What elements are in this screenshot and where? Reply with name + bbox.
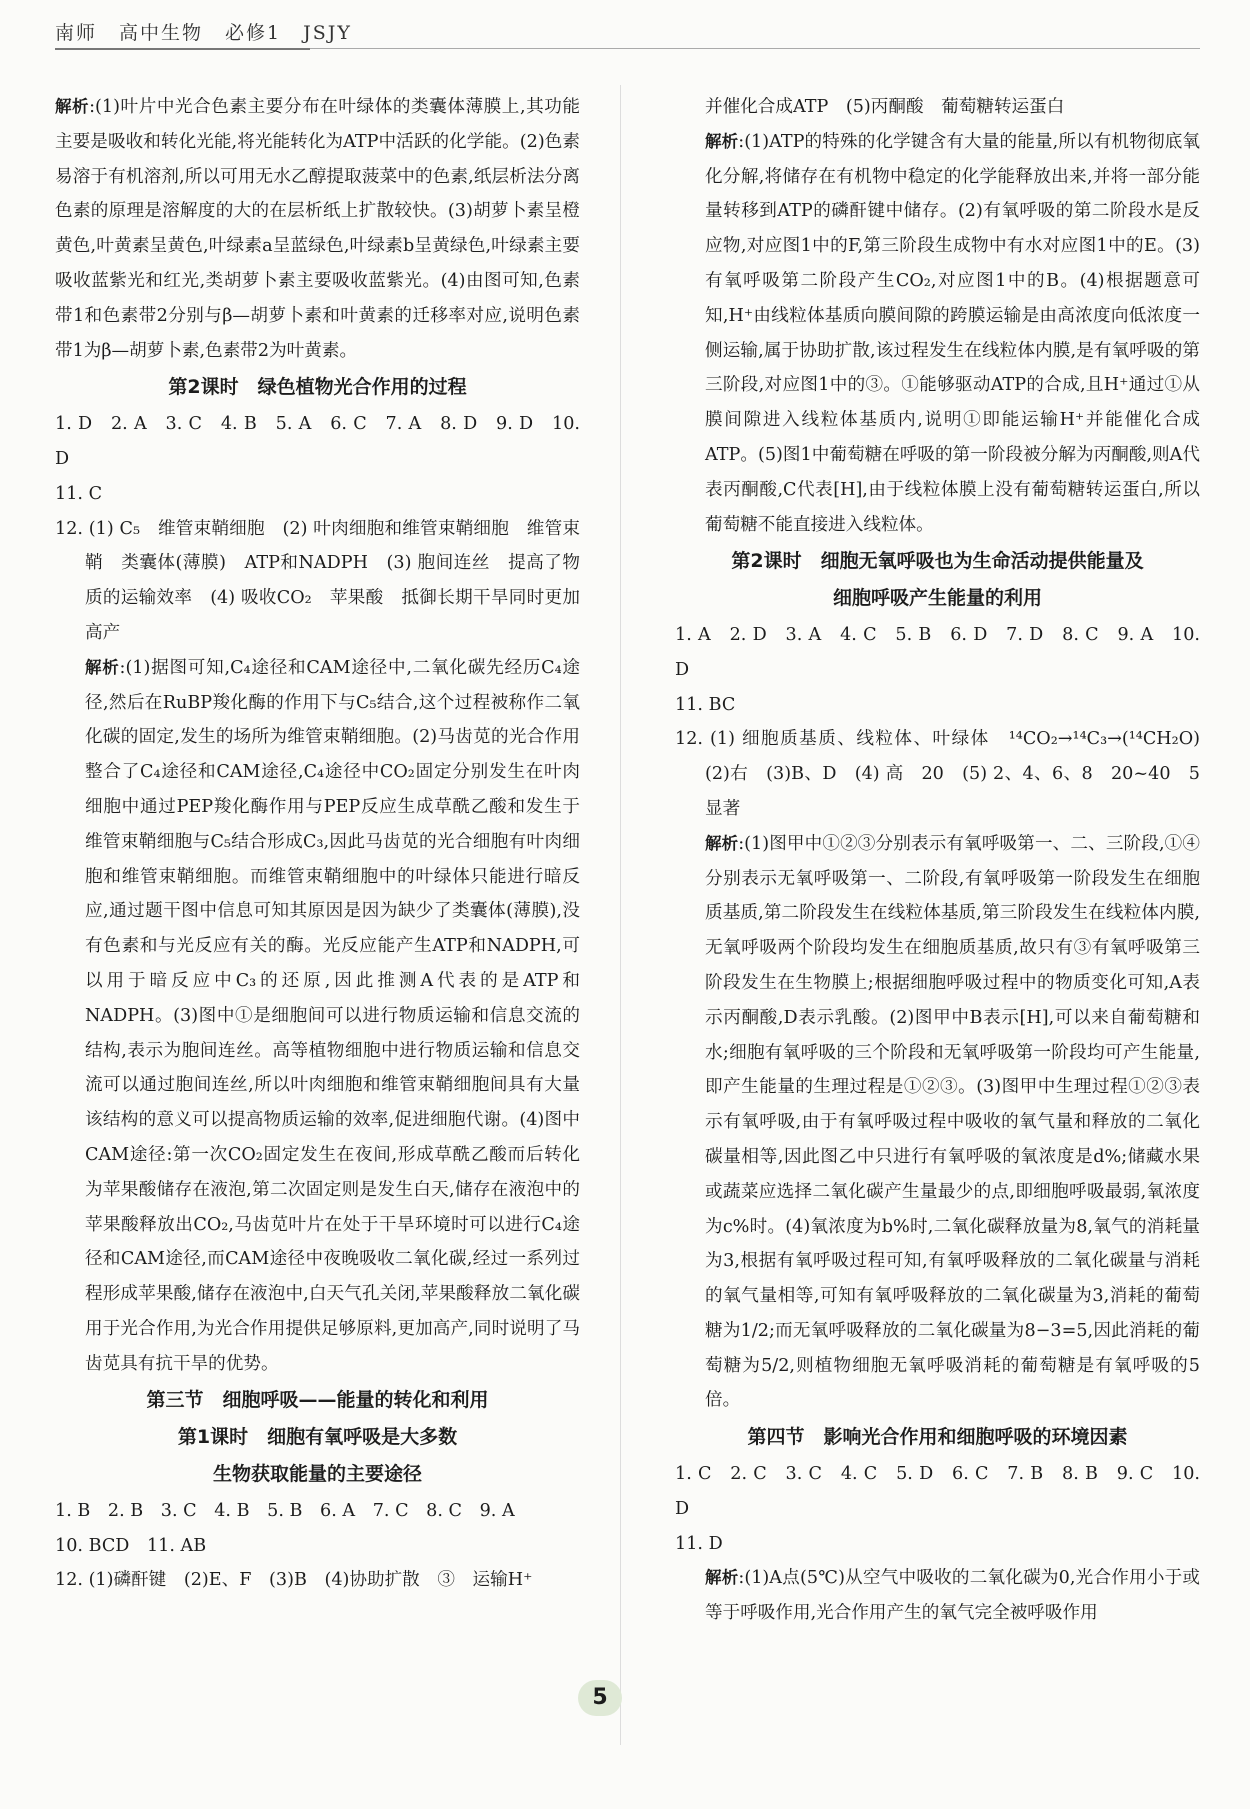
answer-line: 1. C 2. C 3. C 4. C 5. D 6. C 7. B 8. B 9. C 10. D <box>675 1464 1200 1519</box>
page-number: 5 <box>578 1680 622 1716</box>
header-publisher: 南师 <box>55 22 98 44</box>
header-rule-thin <box>310 48 1200 49</box>
answer-line: 10. BCD 11. AB <box>55 1535 207 1556</box>
answer-q12: 12. (1) 细胞质基质、线粒体、叶绿体 ¹⁴CO₂→¹⁴C₃→(¹⁴CH₂O) (2)右 (3)B、D (4) 高 20 (5) 2、4、6、8 20~40 5 显著 <box>675 729 1218 819</box>
answer-line: 11. D <box>675 1533 723 1554</box>
section-heading: 第1课时 细胞有氧呼吸是大多数 <box>177 1426 458 1449</box>
column-divider <box>620 85 621 1745</box>
running-header <box>55 18 374 45</box>
analysis-paragraph: 解析:(1)A点(5℃)从空气中吸收的二氧化碳为0,光合作用小于或等于呼吸作用,光合作用产生的氧气完全被呼吸作用 <box>705 1568 1201 1624</box>
left-column <box>55 90 580 1598</box>
answer-line: 1. B 2. B 3. C 4. B 5. B 6. A 7. C 8. C 9. A <box>55 1500 515 1521</box>
section-heading: 生物获取能量的主要途径 <box>212 1463 422 1486</box>
analysis-paragraph: 解析:(1)图甲中①②③分别表示有氧呼吸第一、二、三阶段,①④分别表示无氧呼吸第一、二阶段,有氧呼吸第一阶段发生在细胞质基质,第二阶段发生在线粒体基质,第三阶段发生在线粒体内膜,无氧呼吸两个阶段均发生在细胞质基质,故只有③有氧呼吸第三阶段发生在生物膜上;根据细胞呼吸过程中的物质变化可知,A表示丙酮酸,D表示乳酸。(2)图甲中B表示[H],可以来自葡萄糖和水;细胞有氧呼吸的三个阶段和无氧呼吸第一阶段均可产生能量,即产生能量的生理过程是①②③。(3)图甲中生理过程①②③表示有氧呼吸,由于有氧呼吸过程中吸收的氧气量和释放的二氧化碳量相等,因此图乙中只进行有氧呼吸的氧浓度是d%;储藏水果或蔬菜应选择二氧化碳产生量最少的点,即细胞呼吸最弱,氧浓度为c%时。(4)氧浓度为b%时,二氧化碳释放量为8,氧气的消耗量为3,根据有氧呼吸过程可知,有氧呼吸释放的二氧化碳量与消耗的氧气量相等,可知有氧呼吸释放的二氧化碳量为3,消耗的葡萄糖为1/2;而无氧呼吸释放的二氧化碳量为8−3=5,因此消耗的葡萄糖为5/2,则植物细胞无氧呼吸消耗的葡萄糖是有氧呼吸的5倍。 <box>705 833 1200 1411</box>
answer-q12: 12. (1)磷酐键 (2)E、F (3)B (4)协助扩散 ③ 运输H⁺ <box>55 1570 533 1591</box>
section-heading: 第四节 影响光合作用和细胞呼吸的环境因素 <box>747 1426 1128 1449</box>
right-column <box>675 90 1218 1631</box>
section-heading: 第三节 细胞呼吸——能量的转化和利用 <box>146 1389 489 1412</box>
header-book: 必修1 <box>225 22 282 44</box>
section-heading: 细胞呼吸产生能量的利用 <box>832 587 1042 610</box>
header-subject: 高中生物 <box>119 22 204 44</box>
answer-line: 1. A 2. D 3. A 4. C 5. B 6. D 7. D 8. C 9. A 10. D <box>675 624 1200 680</box>
header-code: JSJY <box>303 22 352 44</box>
section-heading: 第2课时 细胞无氧呼吸也为生命活动提供能量及 <box>731 550 1144 573</box>
header-rule <box>55 48 310 50</box>
answer-line: 11. BC <box>675 694 736 715</box>
analysis-paragraph: 解析:(1)据图可知,C₄途径和CAM途径中,二氧化碳先经历C₄途径,然后在RuBP羧化酶的作用下与C₅结合,这个过程被称作二氧化碳的固定,发生的场所为维管束鞘细胞。(2)马齿苋的光合作用整合了C₄途径和CAM途径,C₄途径中CO₂固定分别发生在叶肉细胞中通过PEP羧化酶作用与PEP反应生成草酰乙酸和发生于维管束鞘细胞与C₅结合形成C₃,因此马齿苋的光合细胞有叶肉细胞和维管束鞘细胞。而维管束鞘细胞中的叶绿体只能进行暗反应,通过题干图中信息可知其原因是因为缺少了类囊体(薄膜),没有色素和与光反应有关的酶。光反应能产生ATP和NADPH,可以用于暗反应中C₃的还原,因此推测A代表的是ATP和NADPH。(3)图中①是细胞间可以进行物质运输和信息交流的结构,表示为胞间连丝。高等植物细胞中进行物质运输和信息交流可以通过胞间连丝,所以叶肉细胞和维管束鞘细胞间具有大量该结构的意义可以提高物质运输的效率,促进细胞代谢。(4)图中CAM途径:第一次CO₂固定发生在夜间,形成草酰乙酸而后转化为苹果酸储存在液泡,第二次固定则是发生白天,储存在液泡中的苹果酸释放出CO₂,马齿苋叶片在处于干旱环境时可以进行C₄途径和CAM途径,而CAM途径中夜晚吸收二氧化碳,经过一系列过程形成苹果酸,储存在液泡中,白天气孔关闭,苹果酸释放二氧化碳用于光合作用,为光合作用提供足够原料,更加高产,同时说明了马齿苋具有抗干旱的优势。 <box>85 657 581 1374</box>
answer-continued: 并催化合成ATP (5)丙酮酸 葡萄糖转运蛋白 <box>705 97 1065 117</box>
section-heading: 第2课时 绿色植物光合作用的过程 <box>168 376 467 399</box>
answer-line: 1. D 2. A 3. C 4. B 5. A 6. C 7. A 8. D 9. D 10. D <box>55 414 580 469</box>
answer-line: 11. C <box>55 483 103 504</box>
analysis-paragraph: 解析:(1)叶片中光合色素主要分布在叶绿体的类囊体薄膜上,其功能主要是吸收和转化光能,将光能转化为ATP中活跃的化学能。(2)色素易溶于有机溶剂,所以可用无水乙醇提取菠菜中的色素,纸层析法分离色素的原理是溶解度的大的在层析纸上扩散较快。(3)胡萝卜素呈橙黄色,叶黄素呈黄色,叶绿素a呈蓝绿色,叶绿素b呈黄绿色,叶绿素主要吸收蓝紫光和红光,类胡萝卜素主要吸收蓝紫光。(4)由图可知,色素带1和色素带2分别与β—胡萝卜素和叶黄素的迁移率对应,说明色素带1为β—胡萝卜素,色素带2为叶黄素。 <box>55 97 580 361</box>
answer-q12: 12. (1) C₅ 维管束鞘细胞 (2) 叶肉细胞和维管束鞘细胞 维管束鞘 类囊体(薄膜) ATP和NADPH (3) 胞间连丝 提高了物质的运输效率 (4) 吸收CO₂ 苹果酸 抵御长期干旱同时更加高产 <box>55 518 580 643</box>
analysis-paragraph: 解析:(1)ATP的特殊的化学键含有大量的能量,所以有机物彻底氧化分解,将储存在有机物中稳定的化学能释放出来,并将一部分能量转移到ATP的磷酐键中储存。(2)有氧呼吸的第二阶段水是反应物,对应图1中的F,第三阶段生成物中有水对应图1中的E。(3)有氧呼吸第二阶段产生CO₂,对应图1中的B。(4)根据题意可知,H⁺由线粒体基质向膜间隙的跨膜运输是由高浓度向低浓度一侧运输,属于协助扩散,该过程发生在线粒体内膜,是有氧呼吸的第三阶段,对应图1中的③。①能够驱动ATP的合成,且H⁺通过①从膜间隙进入线粒体基质内,说明①即能运输H⁺并能催化合成ATP。(5)图1中葡萄糖在呼吸的第一阶段被分解为丙酮酸,则A代表丙酮酸,C代表[H],由于线粒体膜上没有葡萄糖转运蛋白,所以葡萄糖不能直接进入线粒体。 <box>705 131 1201 535</box>
